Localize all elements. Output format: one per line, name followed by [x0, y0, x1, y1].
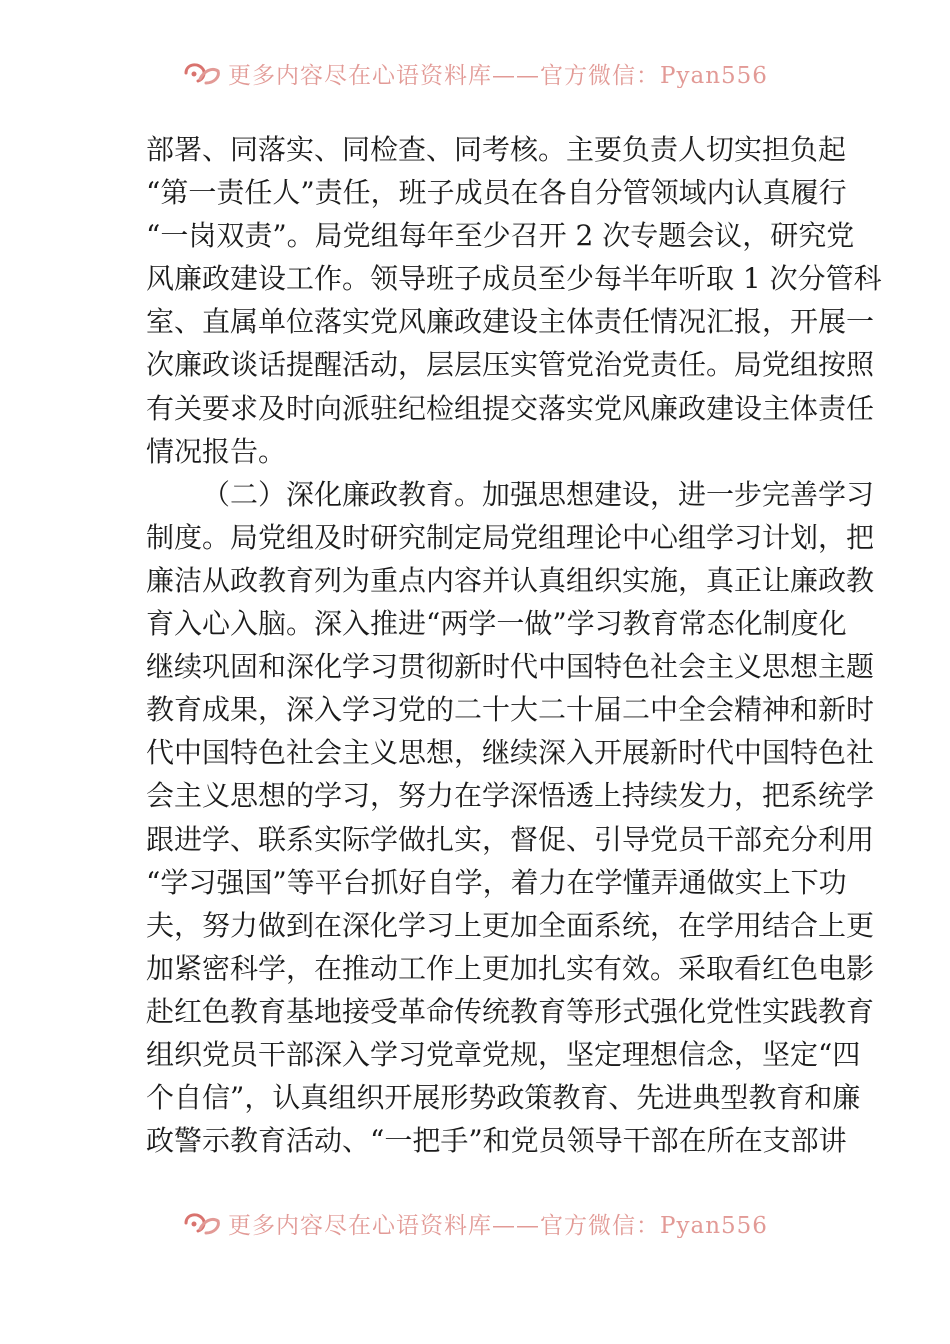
text-line: 代中国特色社会主义思想，继续深入开展新时代中国特色社	[146, 736, 875, 770]
document-body	[146, 128, 882, 1162]
text-line: 室、直属单位落实党风廉政建设主体责任情况汇报，开展一	[146, 305, 875, 339]
paragraph	[146, 473, 875, 1163]
text-line: 次廉政谈话提醒活动，层层压实管党治党责任。局党组按照	[146, 348, 875, 382]
text-line: （二）深化廉政教育。加强思想建设，进一步完善学习	[202, 477, 875, 511]
text-line: 有关要求及时向派驻纪检组提交落实党风廉政建设主体责任	[146, 391, 875, 425]
text-line: 继续巩固和深化学习贯彻新时代中国特色社会主义思想主题	[146, 650, 875, 684]
paragraph	[146, 128, 882, 473]
text-line: 组织党员干部深入学习党章党规，坚定理想信念，坚定“四	[146, 1037, 861, 1071]
header-watermark	[0, 58, 950, 88]
text-line: “一岗双责”。局党组每年至少召开 2 次专题会议，研究党	[146, 219, 855, 253]
text-line: 个自信”，认真组织开展形势政策教育、先进典型教育和廉	[146, 1081, 861, 1115]
text-line: 会主义思想的学习，努力在学深悟透上持续发力，把系统学	[146, 779, 875, 813]
text-line: 制度。局党组及时研究制定局党组理论中心组学习计划，把	[146, 520, 875, 554]
brand-logo-icon	[182, 59, 222, 87]
text-line: “学习强国”等平台抓好自学，着力在学懂弄通做实上下功	[146, 865, 847, 899]
text-line: “第一责任人”责任，班子成员在各自分管领域内认真履行	[146, 176, 847, 210]
footer-watermark	[0, 1208, 950, 1238]
text-line: 廉洁从政教育列为重点内容并认真组织实施，真正让廉政教	[146, 563, 875, 597]
text-line: 风廉政建设工作。领导班子成员至少每半年听取 1 次分管科	[146, 262, 882, 296]
watermark-text: 更多内容尽在心语资料库——官方微信：Pyan556	[228, 1212, 768, 1238]
text-line: 跟进学、联系实际学做扎实，督促、引导党员干部充分利用	[146, 822, 875, 856]
watermark-text: 更多内容尽在心语资料库——官方微信：Pyan556	[228, 62, 768, 88]
text-line: 加紧密科学，在推动工作上更加扎实有效。采取看红色电影	[146, 951, 875, 985]
brand-logo-icon	[182, 1209, 222, 1237]
text-line: 情况报告。	[146, 434, 287, 468]
text-line: 赴红色教育基地接受革命传统教育等形式强化党性实践教育	[146, 994, 875, 1028]
text-line: 夫，努力做到在深化学习上更加全面系统，在学用结合上更	[146, 908, 875, 942]
text-line: 部署、同落实、同检查、同考核。主要负责人切实担负起	[146, 133, 847, 166]
text-line: 政警示教育活动、“一把手”和党员领导干部在所在支部讲	[146, 1124, 847, 1158]
text-line: 教育成果，深入学习党的二十大二十届二中全会精神和新时	[146, 693, 875, 727]
text-line: 育入心入脑。深入推进“两学一做”学习教育常态化制度化	[146, 607, 847, 641]
